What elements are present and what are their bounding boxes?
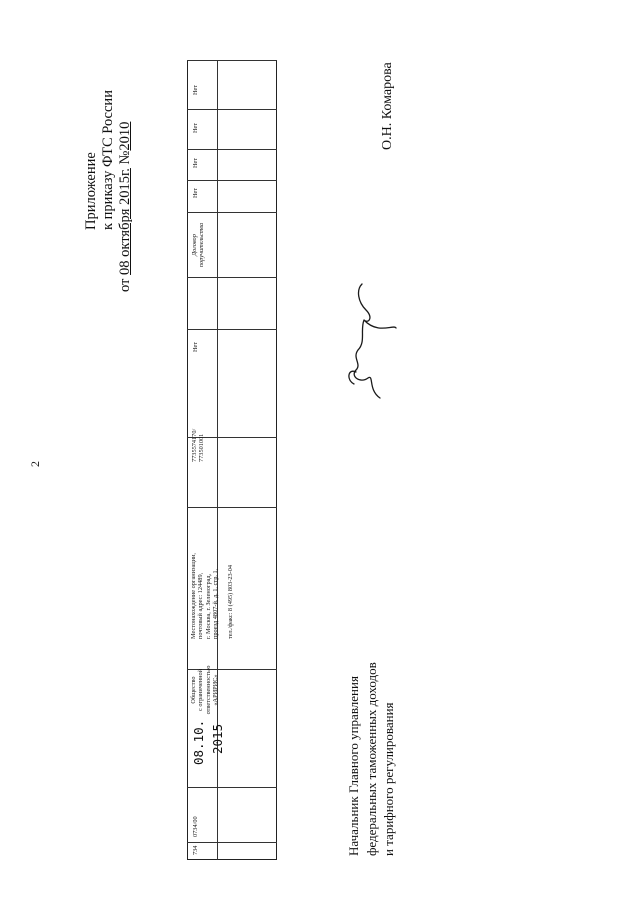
signatory-title-line: и тарифного регулирования (381, 702, 396, 856)
col-no4 (187, 60, 277, 109)
appendix-order-ref: к приказу ФТС России (100, 90, 116, 230)
inn-line: 7735574170/ (191, 428, 198, 462)
org-line: «АРИРИС» (212, 674, 220, 706)
address-line: Местонахождение организации, (190, 553, 197, 639)
cell-org-name (190, 666, 220, 715)
col-no3 (187, 109, 277, 149)
appendix-number-prefix: № (117, 150, 133, 169)
org-line: Общество (190, 676, 197, 704)
org-line: ответственностью (204, 665, 212, 715)
appendix-date: 08 октября 2015г. (117, 168, 133, 275)
signatory-title-line: федеральных таможенных доходов (363, 662, 379, 856)
address-line: г. Москва, г. Зеленоград, (204, 573, 212, 639)
cell-no3: Нет (192, 122, 199, 133)
col-inn (187, 329, 277, 437)
appendix-title: Приложение (83, 152, 99, 230)
cell-inn (191, 429, 206, 462)
col-code (187, 787, 277, 842)
registry-table (187, 60, 277, 860)
col-note (187, 277, 277, 329)
address-line: почтовый адрес: 124489, (197, 572, 205, 639)
appendix-date-prefix: от (117, 274, 133, 292)
cell-no2: Нет (192, 157, 199, 168)
cell-date-day: 08.10. (191, 719, 206, 765)
col-no2 (187, 149, 277, 180)
cell-address (190, 553, 234, 639)
contract-line: поручительства (198, 222, 206, 268)
col-no1 (187, 180, 277, 212)
address-line: проезд 4807-й, д. 1, стр. 1, (212, 568, 220, 639)
cell-contract (191, 223, 206, 267)
cell-reg-no: 734 (192, 845, 199, 855)
appendix-number: 2010 (117, 121, 133, 151)
contract-line: Договор (191, 234, 198, 256)
cell-no1: Нет (192, 187, 199, 198)
handwritten-signature (338, 280, 402, 405)
inn-line: 773501001 (198, 433, 206, 462)
appendix-date-line (117, 90, 134, 292)
cell-note: Нет (192, 341, 199, 352)
col-regno (187, 842, 277, 860)
org-line: с ограниченной (197, 668, 205, 712)
signatory-name: О.Н. Комарова (380, 62, 395, 150)
appendix-header (83, 90, 134, 292)
cell-code: 0734/00 (192, 816, 199, 837)
cell-no4: Нет (192, 84, 199, 95)
signatory-title (345, 662, 398, 856)
page-number: 2 (28, 461, 42, 467)
signatory-title-line: Начальник Главного управления (346, 676, 361, 856)
address-line: тел./факс: 8 (495) 803-23-04 (226, 564, 234, 639)
cell-date-year: 2015 (210, 723, 225, 754)
